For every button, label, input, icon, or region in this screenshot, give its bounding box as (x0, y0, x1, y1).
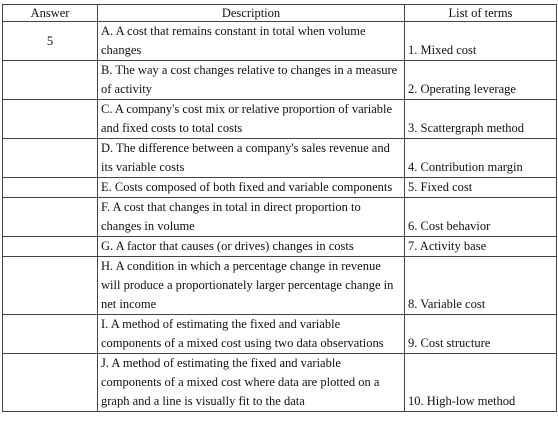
term-cell: 4. Contribution margin (405, 139, 557, 178)
description-cell: A. A cost that remains constant in total when volume changes (98, 22, 405, 61)
description-cell: G. A factor that causes (or drives) changes in costs (98, 237, 405, 257)
answer-cell[interactable] (3, 198, 98, 237)
description-cell: E. Costs composed of both fixed and variable components (98, 178, 405, 198)
description-cell: C. A company's cost mix or relative proportion of variable and fixed costs to total costs (98, 100, 405, 139)
answer-cell[interactable] (3, 178, 98, 198)
description-cell: B. The way a cost changes relative to changes in a measure of activity (98, 61, 405, 100)
table-row (3, 139, 557, 178)
table-row (3, 237, 557, 257)
table-row (3, 354, 557, 412)
description-cell: H. A condition in which a percentage change in revenue will produce a proportionately larger percentage change in net income (98, 257, 405, 315)
table-row (3, 315, 557, 354)
term-cell: 1. Mixed cost (405, 22, 557, 61)
table-row (3, 257, 557, 315)
term-cell: 7. Activity base (405, 237, 557, 257)
answer-cell[interactable] (3, 237, 98, 257)
term-cell: 5. Fixed cost (405, 178, 557, 198)
table-row (3, 198, 557, 237)
description-cell: D. The difference between a company's sales revenue and its variable costs (98, 139, 405, 178)
term-cell: 2. Operating leverage (405, 61, 557, 100)
answer-cell[interactable] (3, 139, 98, 178)
table-row (3, 178, 557, 198)
header-row (3, 5, 557, 22)
matching-table (2, 4, 557, 412)
description-cell: F. A cost that changes in total in direct proportion to changes in volume (98, 198, 405, 237)
answer-cell[interactable] (3, 61, 98, 100)
term-cell: 3. Scattergraph method (405, 100, 557, 139)
table-row (3, 22, 557, 61)
answer-cell[interactable] (3, 315, 98, 354)
answer-cell[interactable]: 5 (3, 22, 98, 61)
answer-cell[interactable] (3, 100, 98, 139)
answer-cell[interactable] (3, 257, 98, 315)
answer-cell[interactable] (3, 354, 98, 412)
answer-header: Answer (3, 5, 98, 22)
terms-header: List of terms (405, 5, 557, 22)
description-header: Description (98, 5, 405, 22)
description-cell: I. A method of estimating the fixed and variable components of a mixed cost using two data observations (98, 315, 405, 354)
table-row (3, 61, 557, 100)
term-cell: 10. High-low method (405, 354, 557, 412)
term-cell: 9. Cost structure (405, 315, 557, 354)
table-row (3, 100, 557, 139)
description-cell: J. A method of estimating the fixed and variable components of a mixed cost where data are plotted on a graph and a line is visually fit to the data (98, 354, 405, 412)
term-cell: 8. Variable cost (405, 257, 557, 315)
term-cell: 6. Cost behavior (405, 198, 557, 237)
